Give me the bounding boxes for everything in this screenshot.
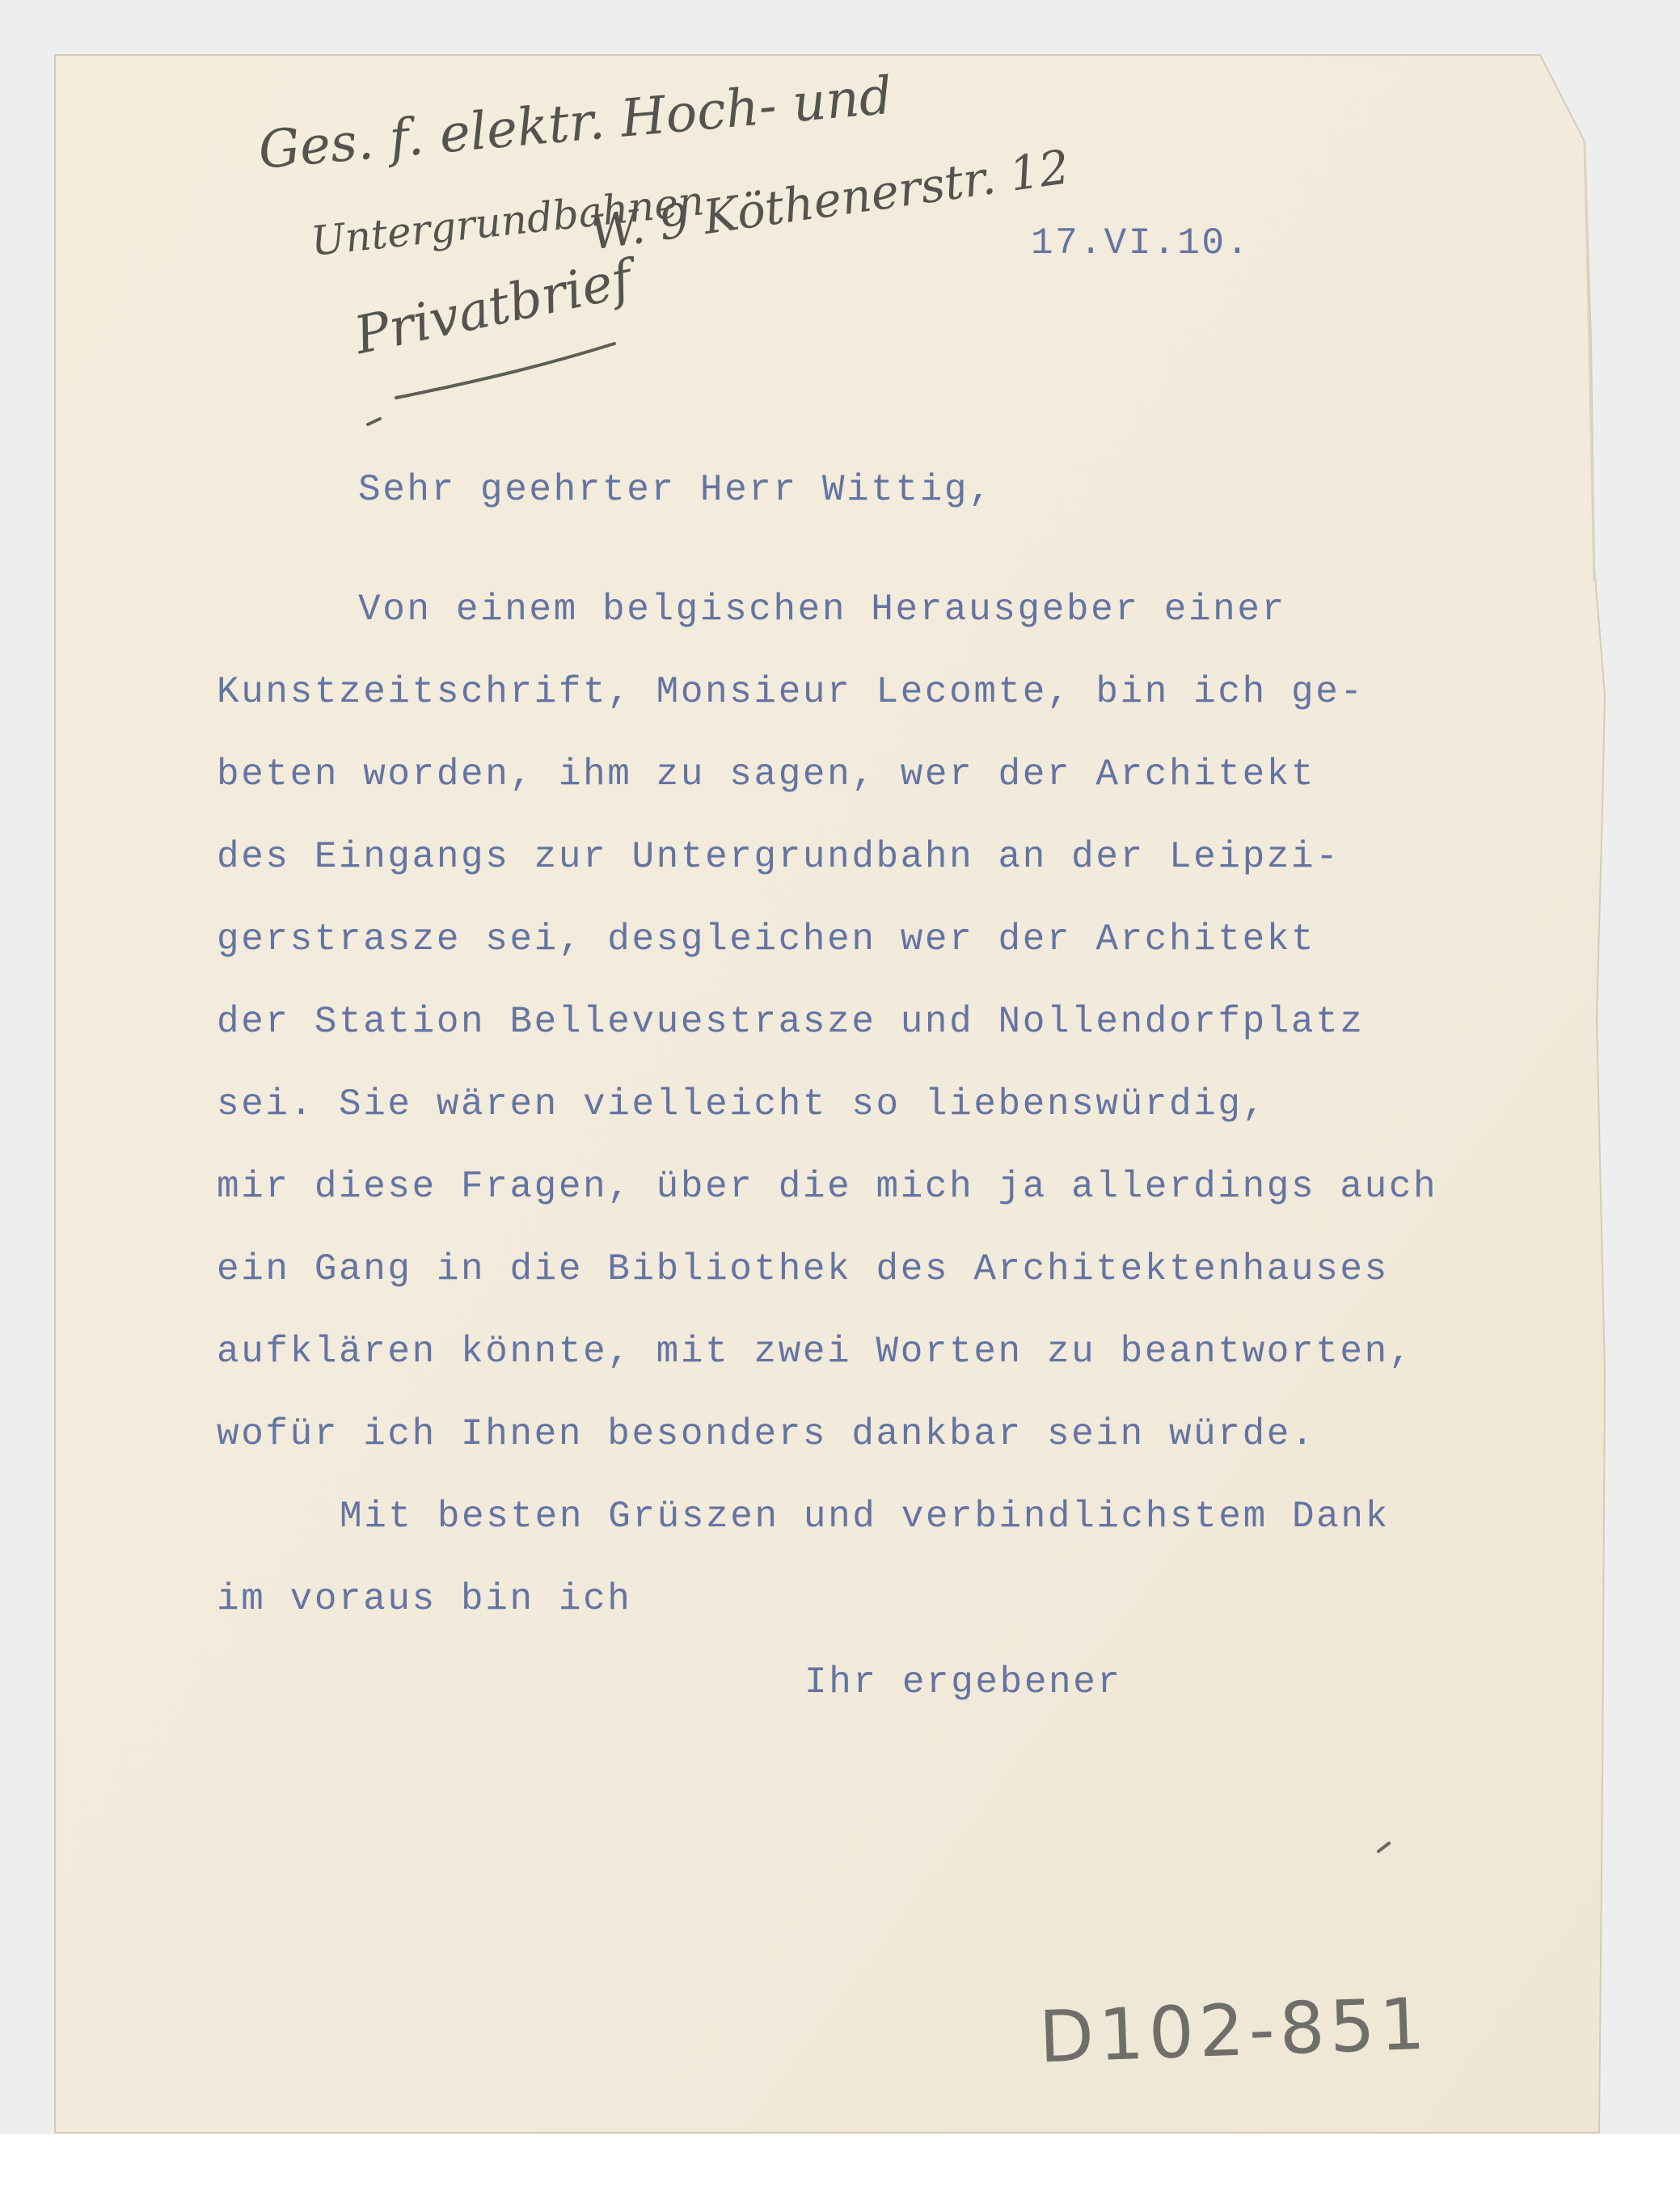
body-line: sei. Sie wären vielleicht so liebenswürdig,: [217, 1083, 1267, 1125]
closing-line: Mit besten Grüszen und verbindlichstem Dank: [340, 1496, 1390, 1538]
annotation-company-line-2: Untergrundbahnen: [308, 177, 707, 265]
body-line: der Station Bellevuestrasze und Nollendorfplatz: [217, 1001, 1365, 1043]
body-line: mir diese Fragen, über die mich ja allerdings auch: [217, 1166, 1438, 1208]
body-line: beten worden, ihm zu sagen, wer der Architekt: [217, 753, 1316, 796]
letter-date: 17.VI.10.: [1031, 222, 1251, 264]
annotation-privatbrief: Privatbrief: [349, 249, 637, 367]
body-line: Von einem belgischen Herausgeber einer: [358, 589, 1286, 631]
annotation-address: W. 9 Köthenerstr. 12: [586, 139, 1073, 261]
body-line: wofür ich Ihnen besonders dankbar sein würde.: [217, 1413, 1316, 1455]
annotation-company-line-1: Ges. f. elektr. Hoch- und: [255, 65, 895, 181]
closing-line: im voraus bin ich: [217, 1578, 632, 1620]
letter-signoff: Ihr ergebener: [804, 1661, 1122, 1703]
body-line: aufklären könnte, mit zwei Worten zu beantworten,: [217, 1331, 1414, 1373]
body-line: des Eingangs zur Untergrundbahn an der Leipzi-: [217, 836, 1340, 878]
body-line: Kunstzeitschrift, Monsieur Lecomte, bin ich ge-: [217, 671, 1365, 713]
scan-bottom-margin: [0, 2134, 1680, 2203]
archive-number: D102-851: [1037, 1981, 1432, 2079]
body-line: ein Gang in die Bibliothek des Architektenhauses: [217, 1248, 1389, 1290]
letter-salutation: Sehr geehrter Herr Wittig,: [358, 469, 994, 511]
body-line: gerstrasze sei, desgleichen wer der Architekt: [217, 918, 1316, 960]
